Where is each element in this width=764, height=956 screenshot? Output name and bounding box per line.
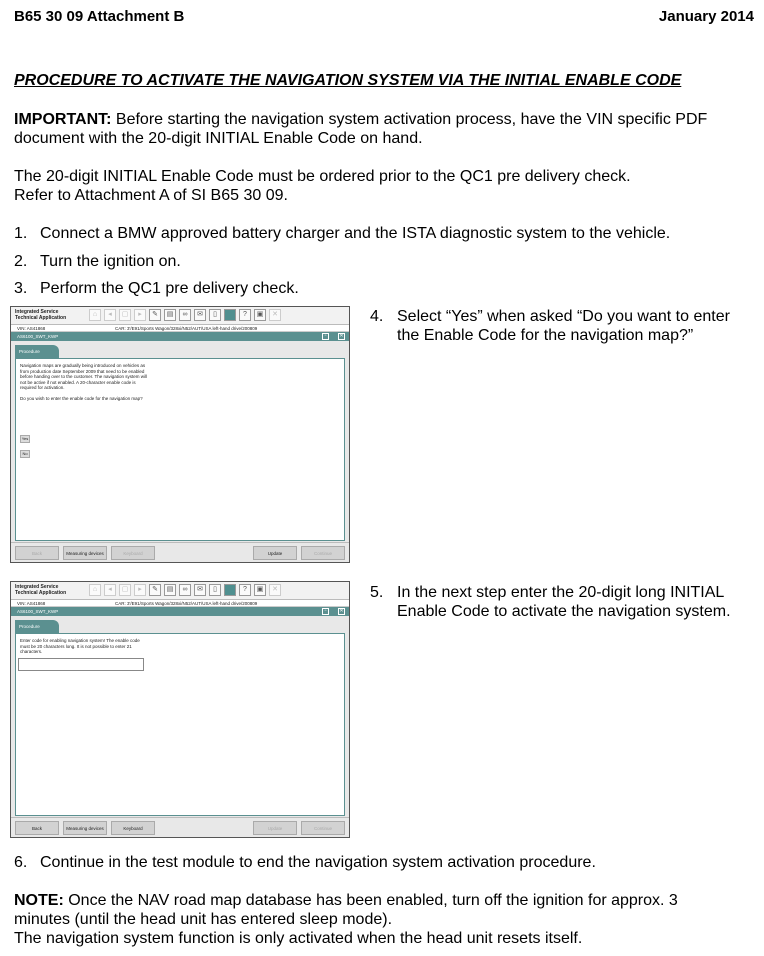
- step-number: 6.: [14, 854, 28, 871]
- note-line2: The navigation system function is only activated when the head unit resets itself.: [14, 930, 583, 947]
- step-text: Continue in the test module to end the navigation system activation procedure.: [40, 854, 596, 871]
- module-bar: [11, 607, 349, 616]
- mail-icon: ✉: [194, 309, 206, 321]
- toolbar-icons: [89, 309, 281, 321]
- procedure-panel: [15, 358, 345, 541]
- step-3: [14, 279, 299, 298]
- tab-row: [15, 620, 345, 633]
- page-icon: ▢: [119, 584, 131, 596]
- ista-toolbar: [11, 582, 349, 600]
- book-icon: ▤: [164, 584, 176, 596]
- home-icon: ⌂: [89, 309, 101, 321]
- vehicle-info-bar: [11, 325, 349, 332]
- back-arrow-icon: ◂: [104, 309, 116, 321]
- update-button: Update: [253, 546, 297, 560]
- book-icon: ▤: [164, 309, 176, 321]
- home-icon: ⌂: [89, 584, 101, 596]
- keyboard-button: Keyboard: [111, 821, 155, 835]
- final-note: [14, 891, 734, 948]
- app-name: Integrated Service Technical Application: [15, 309, 67, 321]
- close-icon: ✕: [269, 584, 281, 596]
- important-text: Before starting the navigation system activation process, have the VIN specific PDF document with the 20-digit INITIAL Enable Code on hand.: [14, 111, 708, 147]
- monitor-icon: [224, 309, 236, 321]
- procedure-panel: [15, 633, 345, 816]
- close-icon: ✕: [269, 309, 281, 321]
- tab-row: [15, 345, 345, 358]
- ista-screenshot-code-entry: [10, 581, 350, 838]
- measuring-devices-button: Measuring devices: [63, 821, 107, 835]
- measuring-devices-button: Measuring devices: [63, 546, 107, 560]
- step-number: 2.: [14, 253, 28, 270]
- close-icon: ✕: [339, 608, 344, 614]
- help-icon: ?: [239, 584, 251, 596]
- step-4: [370, 307, 750, 345]
- step-1: [14, 224, 670, 243]
- wrench-icon: ✎: [149, 584, 161, 596]
- step-text: In the next step enter the 20-digit long INITIAL Enable Code to activate the navigation system.: [397, 584, 731, 620]
- forward-arrow-icon: ▸: [134, 309, 146, 321]
- module-name: AS6100_SWT_KWP: [17, 609, 59, 614]
- battery-icon: ▯: [209, 309, 221, 321]
- vehicle-info-bar: [11, 600, 349, 607]
- tab-procedure: Procedure: [15, 345, 59, 358]
- order-note: [14, 167, 744, 205]
- document-id: B65 30 09 Attachment B: [14, 8, 185, 25]
- page-icon: ▢: [119, 309, 131, 321]
- minimize-icon: ▫: [322, 333, 329, 340]
- car-label: CAR: 3'/E91/Sports Wagon/328xi/N52/AUT/USA left-hand drive/200809: [115, 326, 258, 331]
- step-5: [370, 583, 750, 621]
- link-icon: ∞: [179, 584, 191, 596]
- order-note-line1: The 20-digit INITIAL Enable Code must be ordered prior to the QC1 pre delivery check.: [14, 168, 631, 185]
- step-number: 5.: [370, 584, 384, 601]
- yes-button: Yes: [21, 436, 29, 441]
- help-icon: ?: [239, 309, 251, 321]
- step-number: 1.: [14, 225, 28, 242]
- car-label: CAR: 3'/E91/Sports Wagon/328xi/N52/AUT/USA left-hand drive/200809: [115, 601, 258, 606]
- tab-procedure: Procedure: [15, 620, 59, 633]
- important-label: IMPORTANT:: [14, 111, 112, 128]
- battery-icon: ▯: [209, 584, 221, 596]
- step-text: Select “Yes” when asked “Do you want to enter the Enable Code for the navigation map?”: [397, 308, 730, 344]
- mail-icon: ✉: [194, 584, 206, 596]
- step-text: Perform the QC1 pre delivery check.: [40, 280, 299, 297]
- bottom-button-bar: [11, 817, 349, 837]
- step-6: [14, 853, 596, 872]
- back-button: Back: [15, 546, 59, 560]
- ista-screenshot-enable-question: [10, 306, 350, 563]
- close-icon: ✕: [339, 333, 344, 339]
- step-number: 3.: [14, 280, 28, 297]
- wrench-icon: ✎: [149, 309, 161, 321]
- back-arrow-icon: ◂: [104, 584, 116, 596]
- bottom-button-bar: [11, 542, 349, 562]
- back-button: Back: [15, 821, 59, 835]
- link-icon: ∞: [179, 309, 191, 321]
- minimize-icon: ▫: [322, 608, 329, 615]
- module-name: AS6100_SWT_KWP: [17, 334, 59, 339]
- procedure-message: Enter code for enabling navigation system! The enable code must be 20 characters long. It is not possible to enter 21 characters.: [20, 638, 140, 654]
- note-text: Once the NAV road map database has been enabled, turn off the ignition for approx. 3 minutes (until the head unit has entered sleep mode).: [14, 892, 678, 928]
- module-bar: [11, 332, 349, 341]
- app-name: Integrated Service Technical Application: [15, 584, 67, 596]
- continue-button: Continue: [301, 821, 345, 835]
- document-date: January 2014: [658, 8, 754, 25]
- enable-code-input: [18, 658, 144, 671]
- order-note-line2: Refer to Attachment A of SI B65 30 09.: [14, 187, 288, 204]
- update-button: Update: [253, 821, 297, 835]
- step-number: 4.: [370, 308, 384, 325]
- note-label: NOTE:: [14, 892, 64, 909]
- step-2: [14, 252, 181, 271]
- vin-label: VIN: AS41868: [17, 326, 46, 331]
- procedure-title: PROCEDURE TO ACTIVATE THE NAVIGATION SYSTEM VIA THE INITIAL ENABLE CODE: [14, 72, 682, 89]
- forward-arrow-icon: ▸: [134, 584, 146, 596]
- no-button: No: [20, 450, 30, 458]
- important-note: [14, 110, 744, 148]
- ista-toolbar: [11, 307, 349, 325]
- step-text: Connect a BMW approved battery charger and the ISTA diagnostic system to the vehicle.: [40, 225, 671, 242]
- toolbar-icons: [89, 584, 281, 596]
- keyboard-button: Keyboard: [111, 546, 155, 560]
- step-text: Turn the ignition on.: [40, 253, 181, 270]
- window-icon: ▣: [254, 584, 266, 596]
- window-icon: ▣: [254, 309, 266, 321]
- monitor-icon: [224, 584, 236, 596]
- continue-button: Continue: [301, 546, 345, 560]
- procedure-message: Navigation maps are gradually being introduced on vehicles as from production date September 2009 that need to be enabled before handing over to the customer. The navigation system will not be active if not enabled. A 20-character enable code is required for activation. Do you wish to enter the enable code for the navigation map?: [20, 363, 147, 401]
- vin-label: VIN: AS41868: [17, 601, 46, 606]
